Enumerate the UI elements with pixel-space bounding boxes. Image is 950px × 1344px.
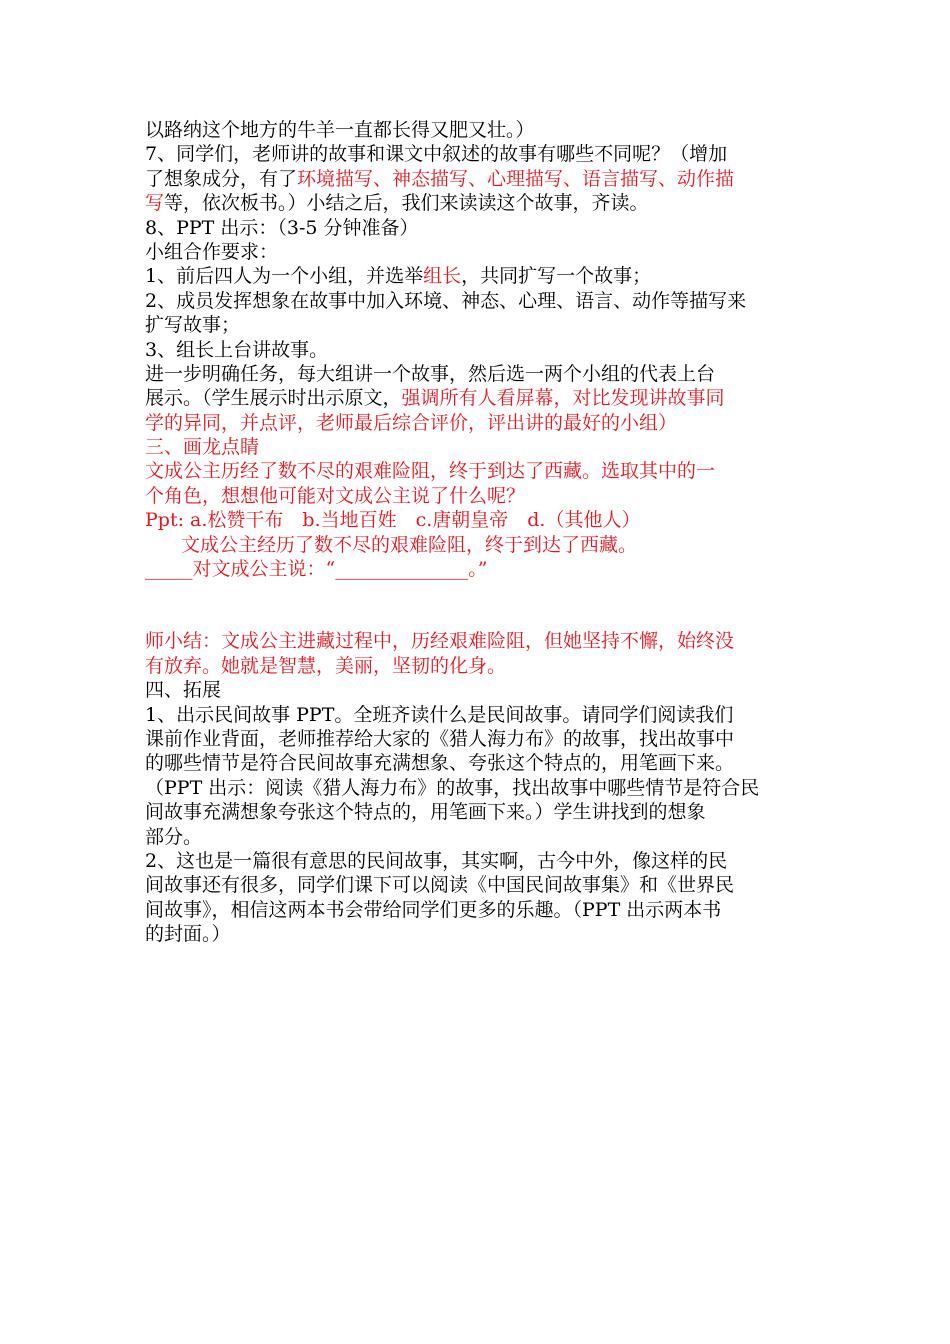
highlighted-text: 文成公主历经了数不尽的艰难险阻，终于到达了西藏。选取其中的一 (145, 460, 716, 483)
text-line (145, 751, 813, 775)
text-line (145, 459, 813, 483)
highlighted-text: 组长 (423, 265, 462, 288)
text-line (145, 629, 813, 653)
body-text: 2、成员发挥想象在故事中加入环境、神态、心理、语言、动作等描写来 (145, 289, 747, 312)
body-text: 课前作业背面，老师推荐给大家的《猎人海力布》的故事，找出故事中 (145, 727, 735, 750)
text-line (145, 240, 813, 264)
body-text: 的哪些情节是符合民间故事充满想象、夸张这个特点的，用笔画下来。 (145, 752, 735, 775)
highlighted-text: 文成公主经历了数不尽的艰难险阻，终于到达了西藏。 (181, 533, 638, 556)
text-line (145, 849, 813, 873)
body-text: 间故事还有很多，同学们课下可以阅读《中国民间故事集》和《世界民 (145, 874, 735, 897)
text-line (145, 167, 813, 191)
highlighted-text: 有放弃。她就是智慧，美丽，坚韧的化身。 (145, 654, 507, 677)
body-text: 了想象成分，有了 (145, 167, 298, 190)
body-text: ，共同扩写一个故事； (461, 265, 652, 288)
text-line (145, 922, 813, 946)
highlighted-text: 师小结：文成公主进藏过程中，历经艰难险阻，但她坚持不懈，始终没 (145, 630, 735, 653)
text-line (145, 508, 813, 532)
text-line (145, 825, 813, 849)
highlighted-text: Ppt: a.松赞干布 b.当地百姓 c.唐朝皇帝 d.（其他人） (145, 509, 641, 532)
text-line (145, 118, 813, 142)
body-text: 展示。（学生展示时出示原文， (145, 387, 402, 410)
text-line (145, 386, 813, 410)
body-text: 进一步明确任务，每大组讲一个故事，然后选一两个小组的代表上台 (145, 362, 716, 385)
body-text: （PPT 出示：阅读《猎人海力布》的故事，找出故事中哪些情节是符合民 (145, 776, 760, 799)
document-page (145, 118, 813, 947)
text-line (145, 435, 813, 459)
text-line (145, 678, 813, 702)
body-text: 的封面。） (145, 923, 231, 946)
highlighted-text: 个角色，想想他可能对文成公主说了什么呢？ (145, 484, 526, 507)
text-line (145, 142, 813, 166)
text-line (145, 264, 813, 288)
highlighted-text: _____对文成公主说：“______________。” (145, 558, 488, 581)
text-line (145, 411, 813, 435)
text-line (145, 873, 813, 897)
blank-gap (145, 581, 813, 629)
body-text: 间故事充满想象夸张这个特点的，用笔画下来。）学生讲找到的想象 (145, 801, 706, 824)
text-line (145, 727, 813, 751)
text-line (145, 557, 813, 581)
body-text: 以路纳这个地方的牛羊一直都长得又肥又壮。） (145, 119, 535, 141)
text-line (145, 533, 813, 557)
body-text: 1、出示民间故事 PPT。全班齐读什么是民间故事。请同学们阅读我们 (145, 703, 734, 726)
body-text: 扩写故事； (145, 314, 241, 337)
text-line (145, 338, 813, 362)
text-line (145, 800, 813, 824)
highlighted-text: 学的异同，并点评，老师最后综合评价，评出讲的最好的小组） (145, 411, 678, 434)
text-line (145, 191, 813, 215)
text-line (145, 216, 813, 240)
body-text: 小组合作要求： (145, 240, 279, 263)
text-line (145, 362, 813, 386)
text-line (145, 654, 813, 678)
text-line (145, 703, 813, 727)
text-line (145, 289, 813, 313)
text-line (145, 776, 813, 800)
body-text: 3、组长上台讲故事。 (145, 338, 329, 361)
body-text: 间故事》，相信这两本书会带给同学们更多的乐趣。（PPT 出示两本书 (145, 898, 722, 921)
text-line (145, 313, 813, 337)
highlighted-text: 强调所有人看屏幕，对比发现讲故事同 (401, 387, 725, 410)
body-text: 8、PPT 出示：（3-5 分钟准备） (145, 216, 419, 239)
body-text: 2、这也是一篇很有意思的民间故事，其实啊，古今中外，像这样的民 (145, 849, 728, 872)
highlighted-text: 写 (145, 192, 165, 215)
text-line (145, 898, 813, 922)
highlighted-text: 环境描写、神态描写、心理描写、语言描写、动作描 (297, 167, 735, 190)
body-text: 部分。 (145, 825, 203, 848)
body-text: 等，依次板书。）小结之后，我们来读读这个故事，齐读。 (164, 192, 649, 215)
body-text: 7、同学们，老师讲的故事和课文中叙述的故事有哪些不同呢？（增加 (145, 143, 728, 166)
text-line (145, 484, 813, 508)
body-text: 四、拓展 (145, 679, 222, 702)
body-text: 1、前后四人为一个小组，并选举 (145, 265, 424, 288)
highlighted-text: 三、画龙点睛 (145, 436, 260, 459)
